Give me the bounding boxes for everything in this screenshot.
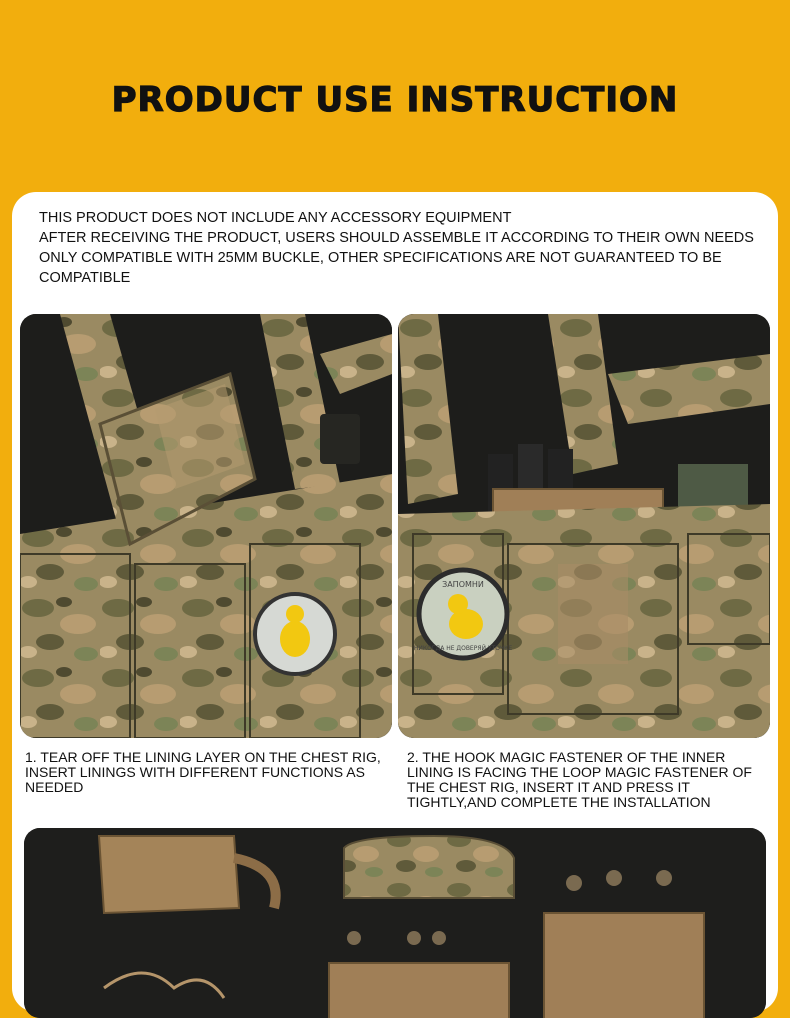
step-2-photo <box>398 314 770 738</box>
step-1-caption: 1. TEAR OFF THE LINING LAYER ON THE CHEST RIG, INSERT LININGS WITH DIFFERENT FUNCTIONS AS NEEDED <box>25 749 381 795</box>
note-line: THIS PRODUCT DOES NOT INCLUDE ANY ACCESSORY EQUIPMENT <box>39 210 512 226</box>
inserts-photo <box>24 828 766 1018</box>
notes-block <box>39 208 759 288</box>
note-line: ONLY COMPATIBLE WITH 25MM BUCKLE, OTHER SPECIFICATIONS ARE NOT GUARANTEED TO BE COMPATIBLE <box>39 250 722 286</box>
patch-text-bottom: НИКОГДА НЕ ДОВЕРЯЙ УТОЧКЕ <box>413 645 513 652</box>
note-line: AFTER RECEIVING THE PRODUCT, USERS SHOULD ASSEMBLE IT ACCORDING TO THEIR OWN NEEDS <box>39 230 754 246</box>
step-1-photo <box>20 314 392 738</box>
step-2-caption: 2. THE HOOK MAGIC FASTENER OF THE INNER LINING IS FACING THE LOOP MAGIC FASTENER OF THE CHEST RIG, INSERT IT AND PRESS IT TIGHTLY,AND COMPLETE THE INSTALLATION <box>407 749 752 810</box>
patch-text-top: ЗАПОМНИ <box>442 580 484 589</box>
page-title: PRODUCT USE INSTRUCTION <box>111 80 679 120</box>
